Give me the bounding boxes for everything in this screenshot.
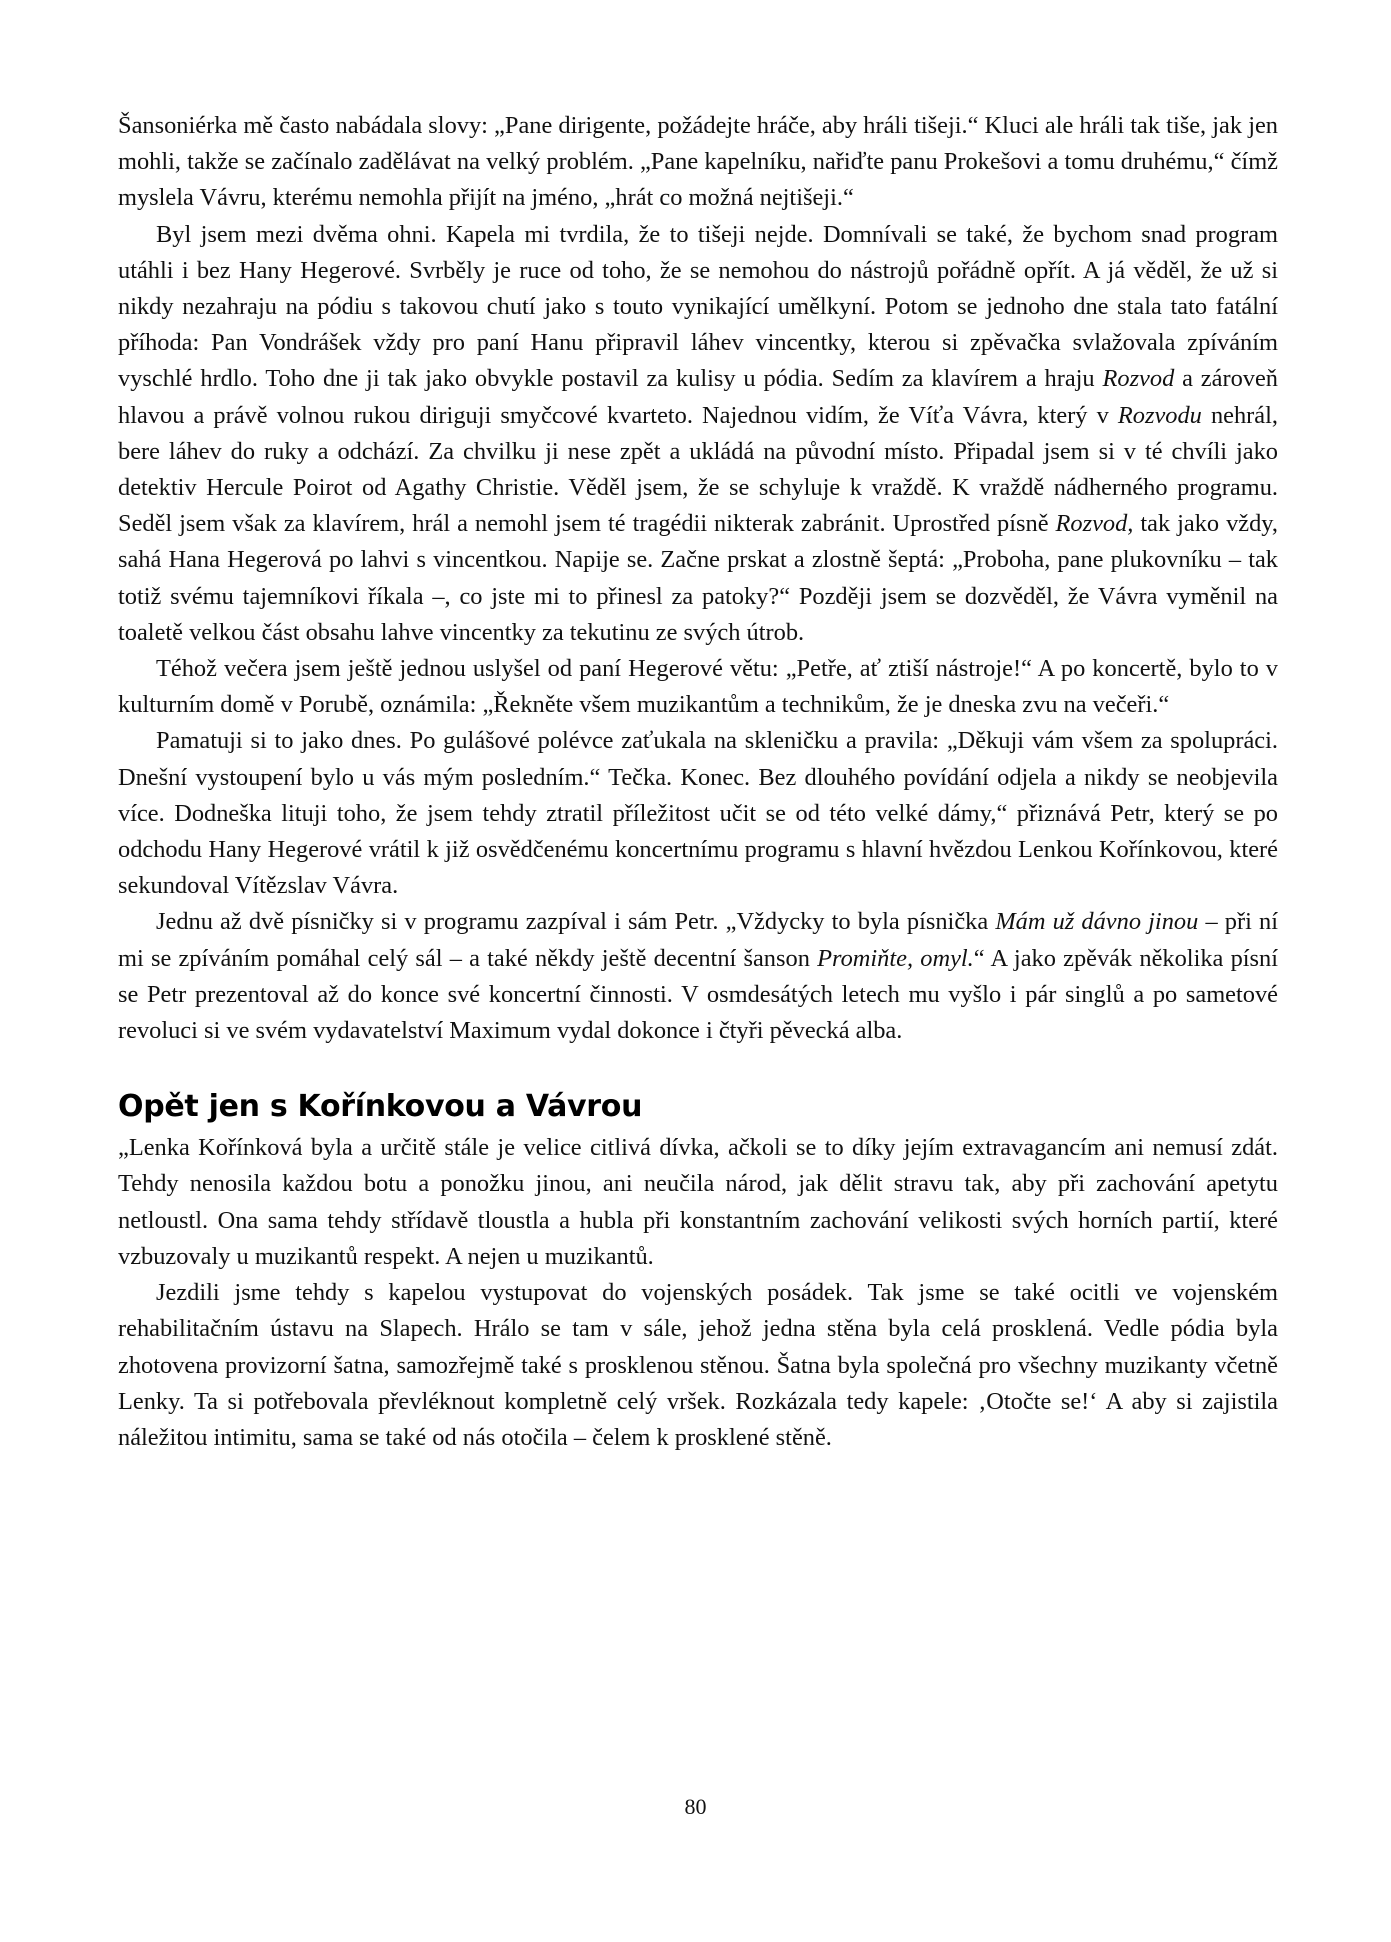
paragraph-2-part-d: tak jako vždy, sahá Hana Hegerová po lahvi s vincentkou. Napije se. Začne prskat a zlostně šeptá: „Proboha, pane plukovníku – tak totiž svému tajemníkovi říkala –, co jste mi to přinesl za patoky?“ Později jsem se dozvěděl, že Vávra vyměnil na toaletě velkou část obsahu lahve vincentky za tekutinu ze svých útrob.	[118, 510, 1278, 646]
section-heading: Opět jen s Kořínkovou a Vávrou	[118, 1089, 643, 1125]
paragraph-4: Pamatuji si to jako dnes. Po gulášové polévce zaťukala na skleničku a pravila: „Děkuji vám všem za spolupráci. Dnešní vystoupení bylo u vás mým posledním.“ Tečka. Konec. Bez dlouhého povídání odjela a nikdy se neobjevila více. Dodneška lituji toho, že jsem tehdy ztratil příležitost učit se od této velké dámy,“ přiznává Petr, který se po odchodu Hany Hegerové vrátil k již osvědčenému koncertnímu programu s hlavní hvězdou Lenkou Kořínkovou, které sekundoval Vítězslav Vávra.	[118, 727, 1278, 900]
paragraph-1: Šansoniérka mě často nabádala slovy: „Pane dirigente, požádejte hráče, aby hráli tišeji.“ Kluci ale hráli tak tiše, jak jen mohli, takže se začínalo zadělávat na velký problém. „Pane kapelníku, nařiďte panu Prokešovi a tomu druhému,“ čímž myslela Vávru, kterému nemohla přijít na jméno, „hrát co možná nejtišeji.“	[118, 112, 1278, 212]
paragraph-2-part-a: Byl jsem mezi dvěma ohni. Kapela mi tvrdila, že to tišeji nejde. Domnívali se také, že bychom snad program utáhli i bez Hany Hegerové. Svrběly je ruce od toho, že se nemohou do nástrojů pořádně opřít. A já věděl, že už si nikdy nezahraju na pódiu s takovou chutí jako s touto vynikající umělkyní. Potom se jednoho dne stala tato fatální příhoda: Pan Vondrášek vždy pro paní Hanu připravil láhev vincentky, kterou si zpěvačka svlažovala zpíváním vyschlé hrdlo. Toho dne ji tak jako obvykle postavil za kulisy u pódia. Sedím za klavírem a hraju	[118, 220, 1278, 393]
paragraph-5-italic-1: Mám už dávno jinou	[995, 908, 1199, 936]
paragraph-2-italic-3: Rozvod,	[1055, 510, 1134, 538]
paragraph-5-part-a: Jednu až dvě písničky si v programu zazpíval i sám Petr. „Vždycky to byla písnička	[156, 908, 996, 936]
paragraph-3: Téhož večera jsem ještě jednou uslyšel od paní Hegerové větu: „Petře, ať ztiší nástroje!“ A po koncertě, bylo to v kulturním domě v Porubě, oznámila: „Řekněte všem muzikantům a technikům, že je dneska zvu na večeři.“	[118, 655, 1278, 719]
paragraph-2-part-c: nehrál, bere láhev do ruky a odchází. Za chvilku ji nese zpět a ukládá na původní místo. Připadal jsem si v té chvíli jako detektiv Hercule Poirot od Agathy Christie. Věděl jsem, že se schyluje k vraždě. K vraždě nádherného programu. Seděl jsem však za klavírem, hrál a nemohl jsem té tragédii nikterak zabránit. Uprostřed písně	[118, 401, 1278, 538]
paragraph-2-italic-2: Rozvodu	[1117, 401, 1202, 429]
paragraph-2-part-b: a zároveň hlavou a právě volnou rukou diriguji smyčcové kvarteto. Najednou vidím, že Víťa Vávra, který v	[118, 365, 1278, 429]
paragraph-5-italic-2: Promiňte, omyl.	[817, 944, 974, 972]
paragraph-5-part-b: – při ní mi se zpíváním pomáhal celý sál – a také někdy ještě decentní šanson	[118, 908, 1278, 972]
paragraph-2-italic-1: Rozvod	[1102, 365, 1175, 393]
paragraph-5-part-c: “ A jako zpěvák několika písní se Petr prezentoval až do konce své koncertní činnosti. V osmdesátých letech mu vyšlo i pár singlů a po sametové revoluci si ve svém vydavatelství Maximum vydal dokonce i čtyři pěvecká alba.	[118, 944, 1279, 1045]
paragraph-2	[118, 217, 1278, 651]
page-number: 80	[684, 1794, 707, 1819]
page-content	[118, 108, 1278, 1456]
section-paragraph-2: Jezdili jsme tehdy s kapelou vystupovat do vojenských posádek. Tak jsme se také ocitli ve vojenském rehabilitačním ústavu na Slapech. Hrálo se tam v sále, jehož jedna stěna byla celá prosklená. Vedle pódia byla zhotovena provizorní šatna, samozřejmě také s prosklenou stěnou. Šatna byla společná pro všechny muzikanty včetně Lenky. Ta si potřebovala převléknout kompletně celý vršek. Rozkázala tedy kapele: ‚Otočte se!‘ A aby si zajistila náležitou intimitu, sama se také od nás otočila – čelem k prosklené stěně.	[118, 1279, 1278, 1451]
paragraph-5	[118, 904, 1278, 1049]
section-paragraph-1: „Lenka Kořínková byla a určitě stále je velice citlivá dívka, ačkoli se to díky jejím extravagancím ani nemusí zdát. Tehdy nenosila každou botu a ponožku jinou, ani neučila národ, jak dělit stravu tak, aby při zachování apetytu netloustl. Ona sama tehdy střídavě tloustla a hubla při konstantním zachování velikosti svých horních partií, které vzbuzovaly u muzikantů respekt. A nejen u muzikantů.	[118, 1134, 1278, 1270]
